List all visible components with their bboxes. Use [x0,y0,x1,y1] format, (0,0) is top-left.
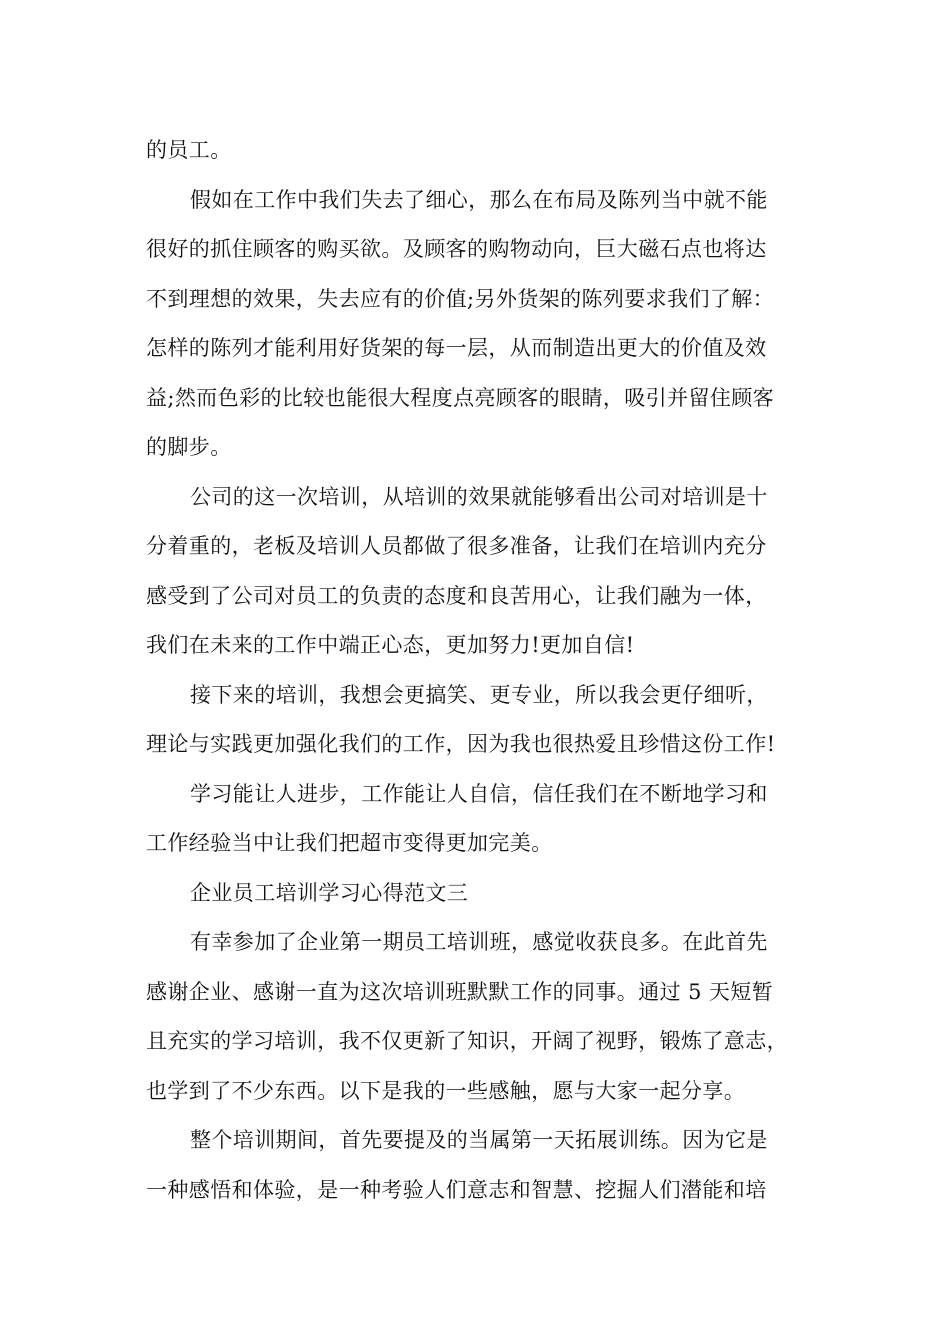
text-line: 不到理想的效果，失去应有的价值;另外货架的陈列要求我们了解： [146,286,775,311]
text-line: 有幸参加了企业第一期员工培训班，感觉收获良多。在此首先 [190,930,768,954]
text-line: 也学到了不少东西。以下是我的一些感触，愿与大家一起分享。 [146,1078,746,1103]
text-line: 公司的这一次培训，从培训的效果就能够看出公司对培训是十 [190,484,768,509]
text-line: 分着重的，老板及培训人员都做了很多准备，让我们在培训内充分 [146,534,767,558]
text-line: 的脚步。 [146,435,232,459]
text-line: 假如在工作中我们失去了细心，那么在布局及陈列当中就不能 [190,187,768,212]
text-line: 的员工。 [146,138,232,162]
text-line: 一种感悟和体验，是一种考验人们意志和智慧、挖掘人们潜能和培 [146,1177,767,1202]
text-line: 且充实的学习培训，我不仅更新了知识，开阔了视野，锻炼了意志， [146,1029,788,1053]
text-line: 学习能让人进步，工作能让人自信，信任我们在不断地学习和 [190,781,768,806]
text-line: 接下来的培训，我想会更搞笑、更专业，所以我会更仔细听， [190,682,768,707]
text-line: 感受到了公司对员工的负责的态度和良苦用心，让我们融为一体， [146,583,767,608]
section-heading: 企业员工培训学习心得范文三 [190,880,469,905]
text-line: 很好的抓住顾客的购买欲。及顾客的购物动向，巨大磁石点也将达 [146,237,767,261]
text-line: 理论与实践更加强化我们的工作，因为我也很热爱且珍惜这份工作! [146,732,776,756]
document-body [146,126,810,1215]
text-line: 工作经验当中让我们把超市变得更加完美。 [146,831,553,855]
text-line: 整个培训期间，首先要提及的当属第一天拓展训练。因为它是 [190,1128,768,1152]
text-line: 益;然而色彩的比较也能很大程度点亮顾客的眼睛，吸引并留住顾客 [146,385,775,410]
text-line: 怎样的陈列才能利用好货架的每一层，从而制造出更大的价值及效 [146,336,767,360]
text-line: 感谢企业、感谢一直为这次培训班默默工作的同事。通过 5 天短暂 [146,979,774,1004]
text-line: 我们在未来的工作中端正心态，更加努力!更加自信! [146,633,635,657]
